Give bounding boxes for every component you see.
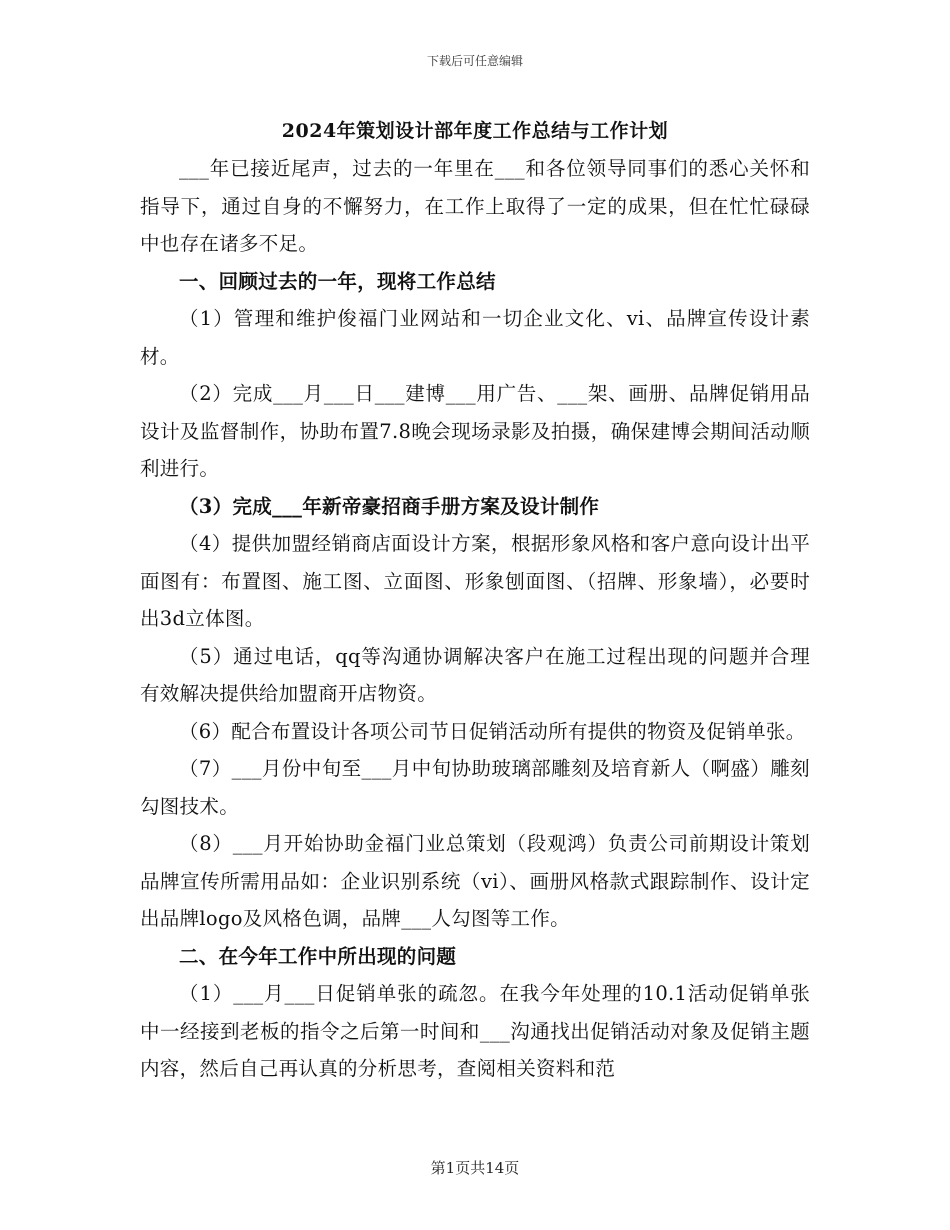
paragraph: （2）完成___月___日___建博___用广告、___架、画册、品牌促销用品设计及监督制作，协助布置7.8晚会现场录影及拍摄，确保建博会期间活动顺利进行。 [140,382,810,480]
paragraph: （1）___月___日促销单张的疏忽。在我今年处理的10.1活动促销单张中一经接到老板的指令之后第一时间和___沟通找出促销活动对象及促销主题内容，然后自己再认真的分析思考，查阅相关资料和范 [140,982,810,1080]
paragraph: （1）管理和维护俊福门业网站和一切企业文化、vi、品牌宣传设计素材。 [140,307,810,368]
document-title: 2024年策划设计部年度工作总结与工作计划 [281,120,669,142]
document-body [140,150,810,1088]
header-note: 下载后可任意编辑 [426,54,523,68]
paragraph: （5）通过电话，qq等沟通协调解决客户在施工过程出现的问题并合理有效解决提供给加盟商开店物资。 [140,644,810,705]
section-heading: 二、在今年工作中所出现的问题 [179,944,457,968]
paragraph: （7）___月份中旬至___月中旬协助玻璃部雕刻及培育新人（啊盛）雕刻勾图技术。 [140,757,810,818]
paragraph: （8）___月开始协助金福门业总策划（段观鸿）负责公司前期设计策划品牌宣传所需用品如：企业识别系统（vi）、画册风格款式跟踪制作、设计定出品牌logo及风格色调，品牌___人勾图等工作。 [140,832,810,930]
paragraph: ___年已接近尾声，过去的一年里在___和各位领导同事们的悉心关怀和指导下，通过自身的不懈努力，在工作上取得了一定的成果，但在忙忙碌碌中也存在诸多不足。 [140,157,810,255]
paragraph: （4）提供加盟经销商店面设计方案，根据形象风格和客户意向设计出平面图有：布置图、施工图、立面图、形象刨面图、（招牌、形象墙），必要时出3d立体图。 [140,532,810,630]
page-footer: 第1页共14页 [430,1159,520,1177]
paragraph: （6）配合布置设计各项公司节日促销活动所有提供的物资及促销单张。 [179,719,806,743]
bold-item: （3）完成___年新帝豪招商手册方案及设计制作 [179,494,600,518]
section-heading: 一、回顾过去的一年，现将工作总结 [179,269,496,293]
